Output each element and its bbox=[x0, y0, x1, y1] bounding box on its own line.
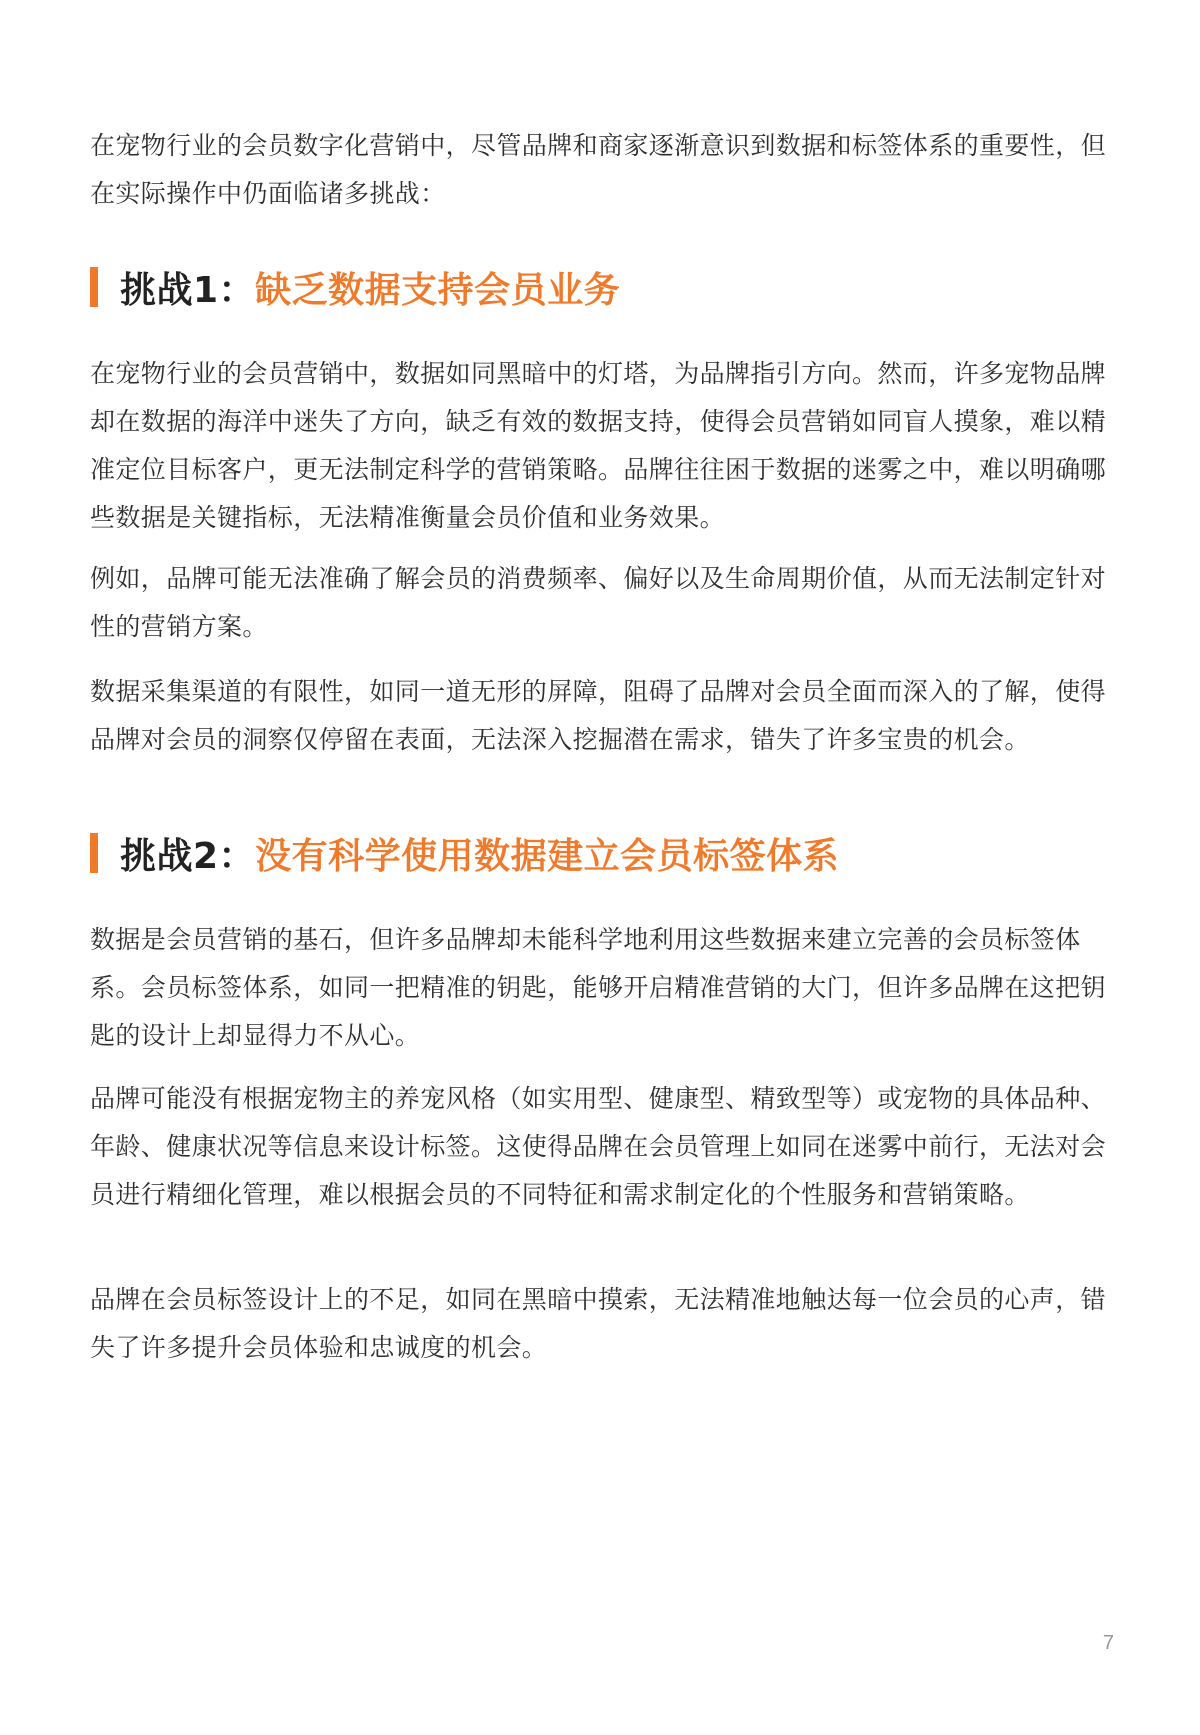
intro-block bbox=[90, 122, 1120, 218]
challenge-2-para-2-block bbox=[90, 1075, 1120, 1219]
challenge-1-para-2-block bbox=[90, 555, 1120, 651]
challenge-1-title: 缺乏数据支持会员业务 bbox=[255, 269, 621, 311]
challenge-1-paragraph-1: 在宠物行业的会员营销中，数据如同黑暗中的灯塔，为品牌指引方向。然而，许多宠物品牌却在数据的海洋中迷失了方向，缺乏有效的数据支持，使得会员营销如同盲人摸象，难以精准定位目标客户，更无法制定科学的营销策略。品牌往往困于数据的迷雾之中，难以明确哪些数据是关键指标，无法精准衡量会员价值和业务效果。 bbox=[90, 359, 1107, 532]
challenge-1-para-3-block bbox=[90, 668, 1120, 764]
challenge-2-paragraph-3: 品牌在会员标签设计上的不足，如同在黑暗中摸索，无法精准地触达每一位会员的心声，错失了许多提升会员体验和忠诚度的机会。 bbox=[90, 1285, 1107, 1362]
intro-paragraph: 在宠物行业的会员数字化营销中，尽管品牌和商家逐渐意识到数据和标签体系的重要性，但在实际操作中仍面临诸多挑战： bbox=[90, 131, 1107, 208]
challenge-1-paragraph-2: 例如，品牌可能无法准确了解会员的消费频率、偏好以及生命周期价值，从而无法制定针对性的营销方案。 bbox=[90, 564, 1107, 641]
heading-accent-bar bbox=[90, 833, 98, 873]
challenge-2-heading bbox=[90, 828, 839, 878]
challenge-1-paragraph-3: 数据采集渠道的有限性，如同一道无形的屏障，阻碍了品牌对会员全面而深入的了解，使得品牌对会员的洞察仅停留在表面，无法深入挖掘潜在需求，错失了许多宝贵的机会。 bbox=[90, 677, 1107, 754]
challenge-1-prefix: 挑战1： bbox=[120, 269, 256, 311]
challenge-1-para-1-block bbox=[90, 350, 1120, 542]
challenge-2-paragraph-2: 品牌可能没有根据宠物主的养宠风格（如实用型、健康型、精致型等）或宠物的具体品种、年龄、健康状况等信息来设计标签。这使得品牌在会员管理上如同在迷雾中前行，无法对会员进行精细化管理，难以根据会员的不同特征和需求制定化的个性服务和营销策略。 bbox=[90, 1084, 1107, 1209]
challenge-2-para-3-block bbox=[90, 1276, 1120, 1372]
challenge-2-title: 没有科学使用数据建立会员标签体系 bbox=[255, 835, 840, 877]
challenge-2-paragraph-1: 数据是会员营销的基石，但许多品牌却未能科学地利用这些数据来建立完善的会员标签体系。会员标签体系，如同一把精准的钥匙，能够开启精准营销的大门，但许多品牌在这把钥匙的设计上却显得力不从心。 bbox=[90, 925, 1107, 1050]
heading-accent-bar bbox=[90, 267, 98, 307]
page-number: 7 bbox=[1102, 1632, 1114, 1654]
challenge-2-para-1-block bbox=[90, 916, 1120, 1060]
challenge-2-prefix: 挑战2： bbox=[120, 835, 256, 877]
challenge-1-heading bbox=[90, 262, 620, 312]
